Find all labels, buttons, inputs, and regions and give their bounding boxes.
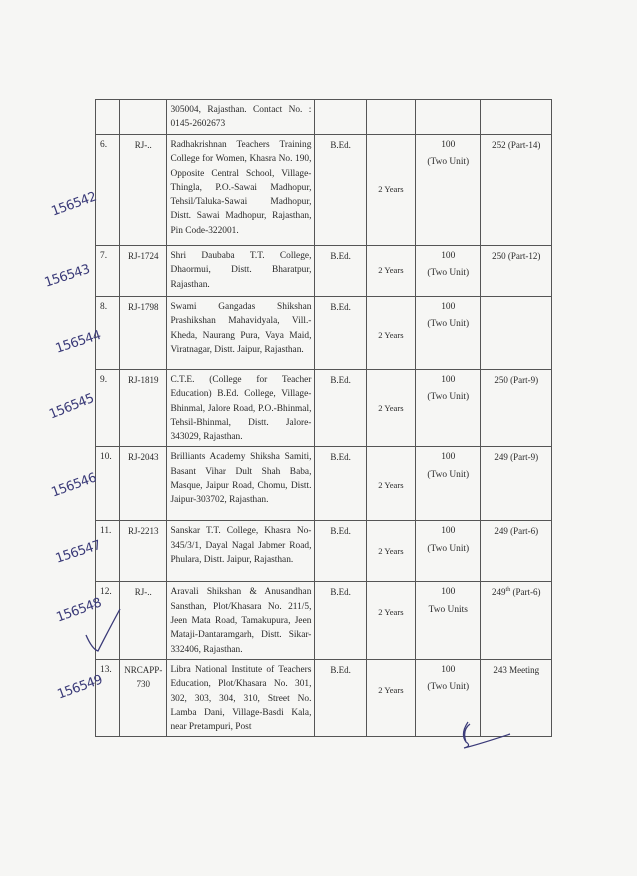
handwritten-number: 156548 bbox=[54, 595, 104, 626]
meeting-part: (Part-6) bbox=[510, 587, 541, 598]
table-row bbox=[96, 297, 552, 370]
duration-text: 2 Years bbox=[378, 607, 404, 618]
table-row bbox=[96, 447, 552, 521]
intake-number: 100 bbox=[441, 251, 456, 261]
institution-name: Brilliants Academy Shiksha Samiti, Basant Vihar Dult Shah Baba, Masque, Jaipur Road, Chomu, Distt. Jaipur-303702, Rajasthan. bbox=[167, 447, 315, 521]
intake bbox=[416, 297, 481, 370]
course: B.Ed. bbox=[315, 297, 366, 370]
course: B.Ed. bbox=[315, 246, 366, 297]
serial-number: 9. bbox=[96, 370, 120, 447]
handwritten-number: 156543 bbox=[42, 261, 92, 291]
meeting: 252 (Part-14) bbox=[481, 135, 552, 246]
duration-text: 2 Years bbox=[378, 265, 404, 275]
intake-unit: (Two Unit) bbox=[427, 469, 470, 480]
handwritten-number: 156544 bbox=[53, 327, 103, 357]
course: B.Ed. bbox=[315, 447, 366, 521]
intake bbox=[416, 246, 481, 297]
duration-text: 2 Years bbox=[378, 684, 404, 695]
meeting: 250 (Part-12) bbox=[481, 246, 552, 297]
serial-number: 7. bbox=[96, 246, 120, 297]
table-row bbox=[96, 246, 552, 297]
course: B.Ed. bbox=[315, 582, 366, 659]
intake-unit: (Two Unit) bbox=[427, 319, 470, 330]
serial-number: 8. bbox=[96, 297, 120, 370]
application-code: RJ-2213 bbox=[120, 521, 167, 582]
table-row bbox=[96, 370, 552, 447]
duration-text: 2 Years bbox=[378, 184, 404, 194]
table-row bbox=[96, 100, 552, 135]
intake bbox=[416, 100, 481, 135]
duration bbox=[366, 521, 415, 582]
institution-name: Swami Gangadas Shikshan Prashikshan Mahavidyala, Vill.-Kheda, Naurang Pura, Vaya Maid, Viratnagar, Distt. Jaipur, Rajasthan. bbox=[167, 297, 315, 370]
table-row bbox=[96, 521, 552, 582]
duration bbox=[366, 582, 415, 659]
application-code: RJ-2043 bbox=[120, 447, 167, 521]
handwritten-number: 156549 bbox=[55, 672, 105, 703]
intake-number: 100 bbox=[441, 587, 456, 598]
intake-unit: (Two Unit) bbox=[427, 157, 470, 168]
application-code: NRCAPP-730 bbox=[120, 659, 167, 736]
meeting bbox=[481, 297, 552, 370]
serial-number: 10. bbox=[96, 447, 120, 521]
duration bbox=[366, 297, 415, 370]
course: B.Ed. bbox=[315, 521, 366, 582]
institution-name: Sanskar T.T. College, Khasra No-345/3/1, Dayal Nagal Jabmer Road, Phulara, Distt. Jaipur, Rajasthan. bbox=[167, 521, 315, 582]
course: B.Ed. bbox=[315, 135, 366, 246]
intake-number: 100 bbox=[441, 375, 456, 385]
intake bbox=[416, 370, 481, 447]
serial-number: 13. bbox=[96, 659, 120, 736]
institution-name: Shri Daubaba T.T. College, Dhaormui, Distt. Bharatpur, Rajasthan. bbox=[167, 246, 315, 297]
course: B.Ed. bbox=[315, 370, 366, 447]
checkmark-icon bbox=[84, 605, 124, 655]
institution-name: 305004, Rajasthan. Contact No. : 0145-2602673 bbox=[167, 100, 315, 135]
duration bbox=[366, 447, 415, 521]
duration bbox=[366, 135, 415, 246]
serial-number bbox=[96, 100, 120, 135]
application-code: RJ-1819 bbox=[120, 370, 167, 447]
intake-unit: Two Units bbox=[428, 604, 468, 615]
duration-text: 2 Years bbox=[378, 330, 404, 340]
application-code: RJ-.. bbox=[120, 135, 167, 246]
intake-number: 100 bbox=[441, 664, 456, 675]
meeting bbox=[481, 100, 552, 135]
intake-number: 100 bbox=[441, 526, 456, 537]
institution-name: Libra National Institute of Teachers Education, Plot/Khasara No. 301, 302, 303, 304, 310, Street No. Lamba Dani, Village-Basdi Kala, near Pretampuri, Post bbox=[167, 659, 315, 736]
meeting: 250 (Part-9) bbox=[481, 370, 552, 447]
table-row bbox=[96, 135, 552, 246]
signature-icon bbox=[450, 712, 520, 752]
institutions-table bbox=[95, 99, 552, 737]
application-code: RJ-.. bbox=[120, 582, 167, 659]
intake-unit: (Two Unit) bbox=[427, 682, 470, 693]
institution-name: Aravali Shikshan & Anusandhan Sansthan, Plot/Khasara No. 211/5, Jeen Mata Road, Tamakupura, Jeen Mataji-Dantaramgarh, Distt. Sikar-332406, Rajasthan. bbox=[167, 582, 315, 659]
intake-unit: (Two Unit) bbox=[427, 543, 470, 554]
intake-number: 100 bbox=[441, 302, 456, 312]
handwritten-number: 156546 bbox=[49, 470, 99, 501]
meeting-suffix: th bbox=[505, 587, 511, 594]
course bbox=[315, 100, 366, 135]
duration bbox=[366, 659, 415, 736]
duration bbox=[366, 370, 415, 447]
duration-text: 2 Years bbox=[378, 403, 404, 413]
duration-text: 2 Years bbox=[378, 546, 404, 557]
duration bbox=[366, 246, 415, 297]
intake bbox=[416, 582, 481, 659]
application-code: RJ-1798 bbox=[120, 297, 167, 370]
intake-number: 100 bbox=[441, 140, 456, 150]
intake-unit: (Two Unit) bbox=[427, 392, 470, 403]
duration bbox=[366, 100, 415, 135]
duration-text: 2 Years bbox=[378, 480, 404, 491]
intake bbox=[416, 447, 481, 521]
table-row bbox=[96, 582, 552, 659]
meeting: 249 (Part-9) bbox=[481, 447, 552, 521]
meeting-number: 249 bbox=[492, 587, 506, 598]
handwritten-number: 156542 bbox=[49, 189, 99, 220]
intake bbox=[416, 135, 481, 246]
application-code: RJ-1724 bbox=[120, 246, 167, 297]
serial-number: 6. bbox=[96, 135, 120, 246]
meeting bbox=[481, 582, 552, 659]
handwritten-number: 156545 bbox=[47, 391, 97, 423]
institution-name: C.T.E. (College for Teacher Education) B.Ed. College, Village-Bhinmal, Jalore Road, P.O.-Bhinmal, Tehsil-Bhinmal, Distt. Jalore-343029, Rajasthan. bbox=[167, 370, 315, 447]
application-code bbox=[120, 100, 167, 135]
intake-number: 100 bbox=[441, 452, 456, 463]
institution-name: Radhakrishnan Teachers Training College for Women, Khasra No. 190, Opposite Central School, Village-Thingla, P.O.-Sawai Madhopur, Tehsil/Taluka-Sawai Madhopur, Distt. Sawai Madhopur, Rajasthan, Pin Code-322001. bbox=[167, 135, 315, 246]
meeting: 243 Meeting bbox=[481, 659, 552, 736]
intake-unit: (Two Unit) bbox=[427, 268, 470, 279]
handwritten-number: 156547 bbox=[53, 537, 103, 567]
intake bbox=[416, 521, 481, 582]
serial-number: 11. bbox=[96, 521, 120, 582]
course: B.Ed. bbox=[315, 659, 366, 736]
serial-number: 12. bbox=[96, 582, 120, 659]
meeting: 249 (Part-6) bbox=[481, 521, 552, 582]
